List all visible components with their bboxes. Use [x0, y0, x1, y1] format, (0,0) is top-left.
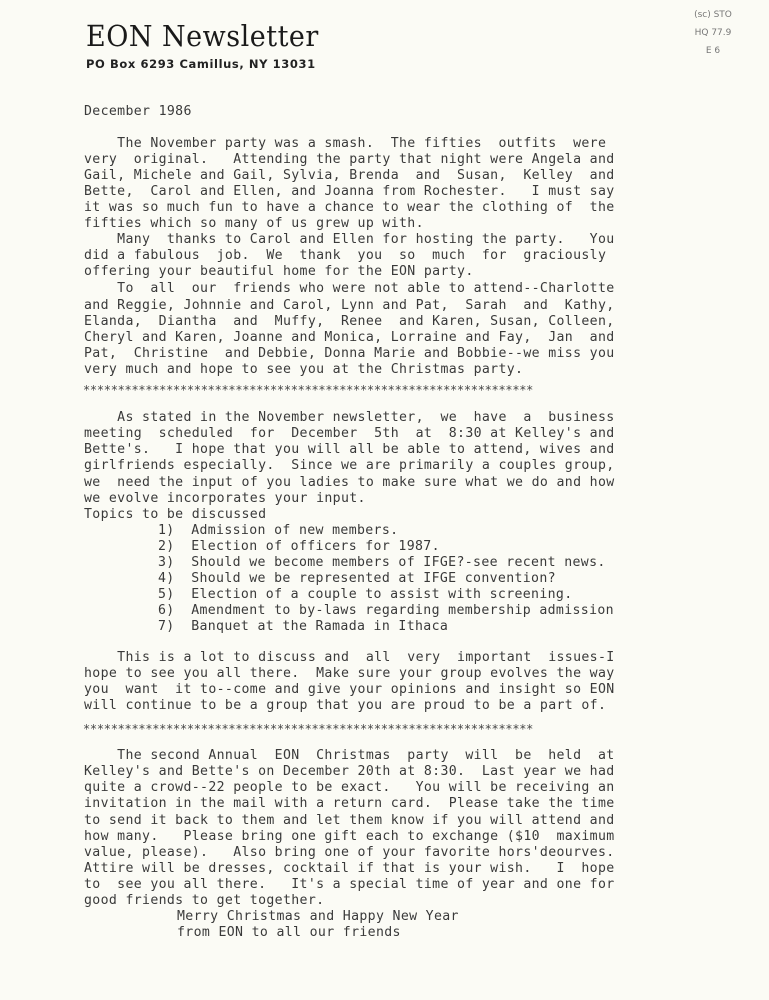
- body-line: we evolve incorporates your input.: [84, 491, 366, 506]
- body-line: did a fabulous job. We thank you so much for graciously: [84, 248, 607, 263]
- body-line: how many. Please bring one gift each to exchange ($10 maximum: [84, 829, 615, 844]
- topics-heading: Topics to be discussed: [84, 507, 267, 522]
- body-line: Attire will be dresses, cocktail if that is your wish. I hope: [84, 861, 615, 876]
- topic-number: 6): [158, 603, 175, 618]
- catalog-note: HQ 77.9: [694, 28, 732, 38]
- body-line: Elanda, Diantha and Muffy, Renee and Karen, Susan, Colleen,: [84, 314, 615, 329]
- topic-item: [158, 522, 769, 539]
- topic-text: Banquet at the Ramada in Ithaca: [191, 619, 449, 634]
- body-line: offering your beautiful home for the EON party.: [84, 264, 474, 279]
- body-line: quite a crowd--22 people to be exact. You will be receiving an: [84, 780, 615, 795]
- topic-item: [158, 570, 769, 587]
- body-line: Bette's. I hope that you will all be able to attend, wives and: [84, 442, 615, 457]
- body-line: good friends to get together.: [84, 893, 325, 908]
- topic-number: 3): [158, 555, 175, 570]
- topic-text: Admission of new members.: [191, 523, 399, 538]
- body-line: Bette, Carol and Ellen, and Joanna from Rochester. I must say: [84, 184, 615, 199]
- asterisk-divider: *****************************************************************: [83, 722, 534, 736]
- body-line: and Reggie, Johnnie and Carol, Lynn and Pat, Sarah and Kathy,: [84, 298, 615, 313]
- catalog-note: E 6: [705, 46, 721, 56]
- topic-number: 1): [158, 523, 175, 538]
- topic-number: 7): [158, 619, 175, 634]
- topic-text: Should we become members of IFGE?-see recent news.: [191, 555, 606, 570]
- topic-number: 4): [158, 571, 175, 586]
- body-line: very much and hope to see you at the Christmas party.: [84, 362, 524, 377]
- topic-text: Amendment to by-laws regarding membership admission: [191, 603, 614, 618]
- issue-date: December 1986: [84, 104, 192, 119]
- body-line: you want it to--come and give your opinions and insight so EON: [84, 682, 615, 697]
- holiday-greeting: Merry Christmas and Happy New Year: [177, 909, 459, 924]
- mailing-address: PO Box 6293 Camillus, NY 13031: [86, 57, 316, 71]
- body-line: The November party was a smash. The fifties outfits were: [84, 136, 607, 151]
- body-line: Many thanks to Carol and Ellen for hosting the party. You: [84, 232, 615, 247]
- newsletter-title: EON Newsletter: [86, 20, 319, 54]
- body-line: fifties which so many of us grew up with.: [84, 216, 424, 231]
- body-line: will continue to be a group that you are proud to be a part of.: [84, 698, 607, 713]
- topic-item: [158, 618, 769, 635]
- body-line: value, please). Also bring one of your favorite hors'deourves.: [84, 845, 615, 860]
- topic-number: 2): [158, 539, 175, 554]
- body-line: This is a lot to discuss and all very important issues-I: [84, 650, 615, 665]
- body-line: invitation in the mail with a return card. Please take the time: [84, 796, 615, 811]
- body-line: we need the input of you ladies to make sure what we do and how: [84, 475, 615, 490]
- body-line: Gail, Michele and Gail, Sylvia, Brenda and Susan, Kelley and: [84, 168, 615, 183]
- asterisk-divider: *****************************************************************: [83, 383, 534, 397]
- body-line: meeting scheduled for December 5th at 8:30 at Kelley's and: [84, 426, 615, 441]
- holiday-greeting: from EON to all our friends: [177, 925, 401, 940]
- body-line: Pat, Christine and Debbie, Donna Marie and Bobbie--we miss you: [84, 346, 615, 361]
- body-line: girlfriends especially. Since we are primarily a couples group,: [84, 458, 615, 473]
- handwritten-catalog-notes: [683, 6, 743, 60]
- topic-item: [158, 602, 769, 619]
- topic-text: Election of officers for 1987.: [191, 539, 440, 554]
- body-line: to see you all there. It's a special time of year and one for: [84, 877, 615, 892]
- body-line: As stated in the November newsletter, we have a business: [84, 410, 615, 425]
- body-line: Kelley's and Bette's on December 20th at 8:30. Last year we had: [84, 764, 615, 779]
- body-line: very original. Attending the party that night were Angela and: [84, 152, 615, 167]
- topic-item: [158, 554, 769, 571]
- catalog-note: (sc) STO: [694, 10, 732, 20]
- body-line: hope to see you all there. Make sure your group evolves the way: [84, 666, 615, 681]
- body-line: To all our friends who were not able to attend--Charlotte: [84, 281, 615, 296]
- topic-item: [158, 538, 769, 555]
- body-line: The second Annual EON Christmas party will be held at: [84, 748, 615, 763]
- topic-text: Should we be represented at IFGE convention?: [191, 571, 556, 586]
- body-line: it was so much fun to have a chance to wear the clothing of the: [84, 200, 615, 215]
- topic-number: 5): [158, 587, 175, 602]
- topic-item: [158, 586, 769, 603]
- body-line: to send it back to them and let them know if you will attend and: [84, 813, 615, 828]
- body-line: Cheryl and Karen, Joanne and Monica, Lorraine and Fay, Jan and: [84, 330, 615, 345]
- topic-text: Election of a couple to assist with screening.: [191, 587, 573, 602]
